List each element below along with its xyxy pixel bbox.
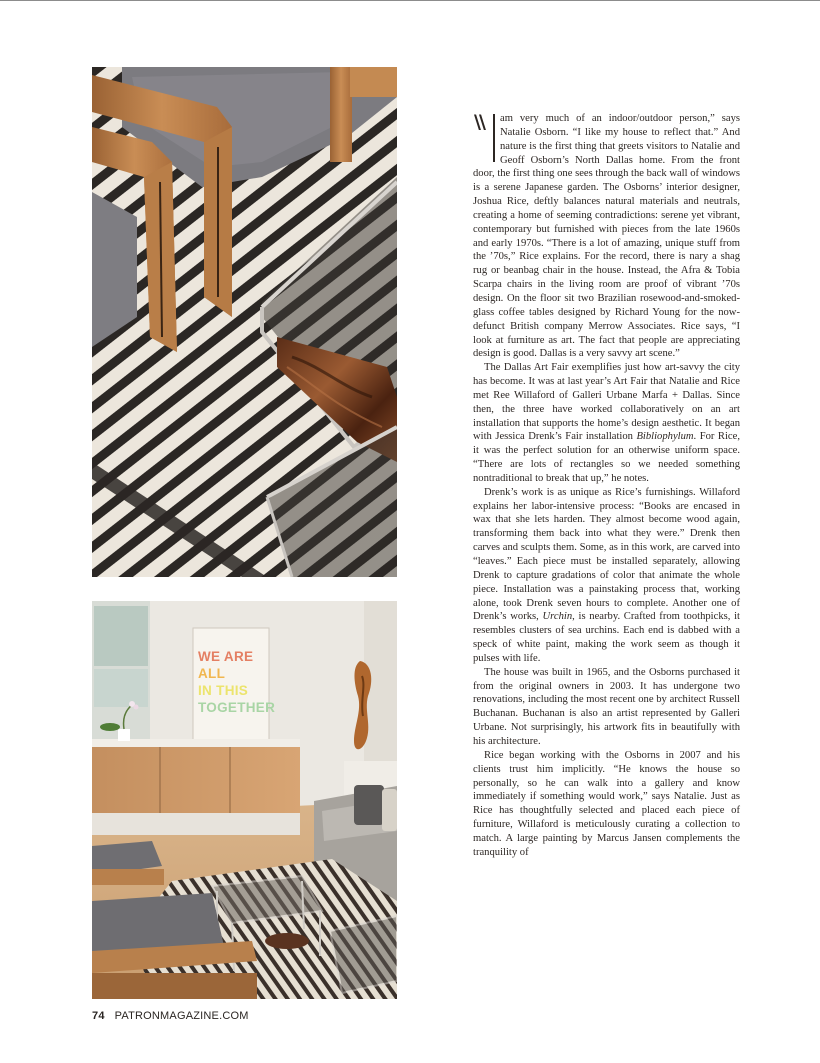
paragraph-3-text-b: , is nearby. Crafted from toothpicks, it resembles clusters of sea urchins. Each end is dabbed with a speck of white paint, making the work seem as though it pulses with life.: [473, 611, 740, 664]
top-rule: [0, 0, 820, 1]
footer-site-link[interactable]: PATRONMAGAZINE.COM: [114, 1010, 249, 1022]
paragraph-3-text-a: Drenk’s work is as unique as Rice’s furnishings. Willaford explains her labor-intensive process: “Books are encased in wax that she lets harden. They almost become wood again, transforming them back into what they were.” Drenk then carves and sculpts them. Some, as in this work, are carved into “leaves.” Each piece must be installed separately, allowing Drenk to capture gradations of color that animate the whole piece. Installation was a painstaking process that, working alone, took Drenk seven hours to complete. Another one of Drenk’s works,: [473, 486, 740, 623]
poster-line-4: TOGETHER: [198, 700, 276, 715]
artwork-title-urchin: Urchin: [542, 611, 573, 623]
artwork-title-bibliophylum: Bibliophylum: [636, 431, 694, 443]
article-paragraph-1: [473, 112, 740, 361]
photo-living-room: [92, 601, 397, 999]
article-paragraph-4: The house was built in 1965, and the Osborns purchased it from the original owners in 2003. It has undergone two renovations, including the most recent one by architect Russell Buchanan. Buchanan is also an artist represented by Galleri Urbane. Not surprisingly, his artwork fits in beautifully with his architecture.: [473, 666, 740, 747]
poster-line-1: WE ARE: [198, 649, 254, 664]
drop-cap: [473, 112, 500, 162]
article-paragraph-2: [473, 361, 740, 486]
article-body: [473, 112, 740, 860]
page-footer: [92, 1010, 249, 1022]
paragraph-2-text-a: The Dallas Art Fair exemplifies just how art-savvy the city has become. It was at last year’s Art Fair that Natalie and Rice met Ree Willaford of Galleri Urbane Marfa + Dallas. Since then, the three have worked collaboratively on an art installation that supports the home’s design aesthetic. It began with Jessica Drenk’s Fair installation: [473, 362, 740, 443]
poster-line-2: ALL: [198, 666, 226, 681]
drop-cap-quote-mark: \\: [474, 111, 484, 133]
paragraph-1-text: am very much of an indoor/outdoor person,” says Natalie Osborn. “I like my house to reflect that.” And nature is the first thing that greets visitors to Natalie and Geoff Osborn’s North Dallas home. From the front door, the first thing one sees through the back wall of windows is a serene Japanese garden. The Osborns’ interior designer, Joshua Rice, deftly balances natural materials and neutrals, creating a home of seeming contradictions: serene yet vibrant, contemporary but furnished with pieces from the late 1960s and early 1970s. “There is a lot of amazing, unique stuff from the ’70s,” Rice explains. For the record, there is nary a shag rug or beanbag chair in the house. Instead, the Afra & Tobia Scarpa chairs in the living room are proof of vibrant ’70s design. On the floor sit two Brazilian rosewood-and-smoked-glass coffee tables designed by Richard Young for the now-defunct British company Merrow Associates. Rice says, “I look at furniture as art. The fact that people are appreciating design is good. Dallas is a very savvy art scene.”: [473, 113, 740, 360]
photo-chairs-rug-closeup: [92, 67, 397, 577]
drop-cap-i-bar: [493, 114, 495, 162]
article-paragraph-5: Rice began working with the Osborns in 2007 and his clients trust him implicitly. “He knows the house so personally, so he can walk into a gallery and know immediately if something would work,” says Natalie. Just as Rice has thoughtfully selected and placed each piece of furniture, Willaford is meticulously curating a collection to match. A large painting by Marcus Jansen complements the tranquility of: [473, 749, 740, 858]
photo-chairs-illustration: [92, 67, 397, 577]
paragraph-2-text-b: . For Rice, it was the perfect solution for an otherwise uniform space. “There are lots of rectangles so we needed something nontraditional to break that up,” he notes.: [473, 431, 740, 484]
photo-living-room-foreground: [92, 601, 397, 999]
poster-line-3: IN THIS: [198, 683, 249, 698]
article-paragraph-3: [473, 486, 740, 666]
page-number: 74: [92, 1010, 105, 1022]
